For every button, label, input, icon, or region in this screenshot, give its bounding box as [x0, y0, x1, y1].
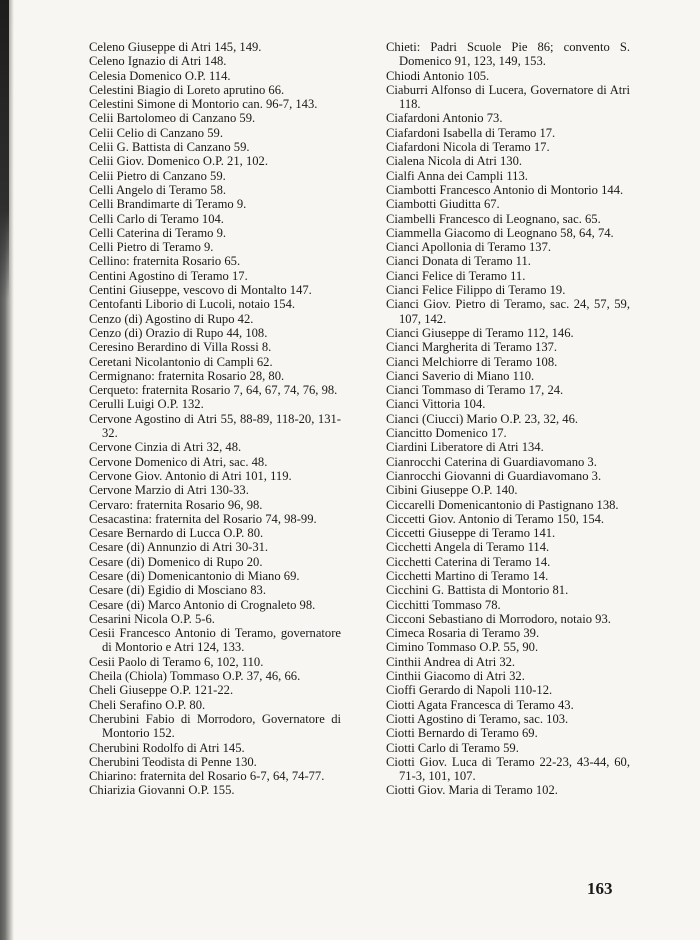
index-entry: Celii Bartolomeo di Canzano 59.	[89, 111, 256, 126]
index-entry: Ciaburri Alfonso di Lucera, Governatore di Atri 118.	[386, 82, 630, 112]
index-entry: Cervone Domenico di Atri, sac. 48.	[89, 454, 268, 469]
index-entry: Celii Pietro di Canzano 59.	[89, 168, 226, 183]
index-entry: Ceretani Nicolantonio di Campli 62.	[89, 354, 273, 369]
index-entry: Celestini Biagio di Loreto aprutino 66.	[89, 82, 285, 97]
index-entry: Celii Giov. Domenico O.P. 21, 102.	[89, 154, 268, 169]
index-entry: Cianci Giuseppe di Teramo 112, 146.	[386, 325, 574, 340]
index-entry: Cellino: fraternita Rosario 65.	[89, 254, 241, 269]
index-entry: Cianci Melchiorre di Teramo 108.	[386, 354, 558, 369]
index-entry: Chiarizia Giovanni O.P. 155.	[89, 783, 235, 798]
index-entry: Celestini Simone di Montorio can. 96-7, 143.	[89, 97, 318, 112]
index-entry: Ciambelli Francesco di Leognano, sac. 65.	[386, 211, 601, 226]
index-entry: Cicchitti Tommaso 78.	[386, 597, 501, 612]
index-entry: Cervone Agostino di Atri 55, 88-89, 118-20, 131-32.	[89, 411, 341, 441]
index-entry: Celli Angelo di Teramo 58.	[89, 182, 227, 197]
index-entry: Cerqueto: fraternita Rosario 7, 64, 67, 74, 76, 98.	[89, 383, 338, 398]
index-entry: Cheila (Chiola) Tommaso O.P. 37, 46, 66.	[89, 669, 301, 684]
index-entry: Ciccetti Giuseppe di Teramo 141.	[386, 526, 556, 541]
index-entry: Cianci Giov. Pietro di Teramo, sac. 24, 57, 59, 107, 142.	[386, 297, 630, 326]
index-entry: Celli Caterina di Teramo 9.	[89, 225, 227, 240]
index-entry: Cesarini Nicola O.P. 5-6.	[89, 611, 215, 626]
index-entry: Celeno Ignazio di Atri 148.	[89, 54, 227, 69]
index-entry: Cianci Apollonia di Teramo 137.	[386, 240, 552, 255]
index-entry: Cianci Margherita di Teramo 137.	[386, 340, 558, 355]
index-entry: Cianci Tommaso di Teramo 17, 24.	[386, 383, 564, 398]
index-entry: Cicchini G. Battista di Montorio 81.	[386, 583, 569, 598]
index-entry: Ciotti Agata Francesca di Teramo 43.	[386, 697, 574, 712]
index-entry: Cianrocchi Giovanni di Guardiavomano 3.	[386, 468, 602, 483]
index-entry: Ciotti Agostino di Teramo, sac. 103.	[386, 711, 569, 726]
index-entry: Cianci Felice Filippo di Teramo 19.	[386, 283, 566, 298]
index-entry: Ceresino Berardino di Villa Rossi 8.	[89, 340, 272, 355]
binding-edge	[0, 0, 9, 300]
index-entry: Cinthii Giacomo di Atri 32.	[386, 669, 525, 684]
index-entry: Cesacastina: fraternita del Rosario 74, 98-99.	[89, 511, 317, 526]
index-entry: Ciambotti Francesco Antonio di Montorio 144.	[386, 182, 624, 197]
index-entry: Cheli Serafino O.P. 80.	[89, 697, 206, 712]
index-entry: Cialfi Anna dei Campli 113.	[386, 168, 528, 183]
index-entry: Ciccarelli Domenicantonio di Pastignano 138.	[386, 497, 619, 512]
index-entry: Ciafardoni Antonio 73.	[386, 111, 503, 126]
index-entry: Centini Giuseppe, vescovo di Montalto 147.	[89, 283, 312, 298]
index-entry: Cioffi Gerardo di Napoli 110-12.	[386, 683, 553, 698]
index-entry: Cenzo (di) Agostino di Rupo 42.	[89, 311, 254, 326]
index-entry: Cherubini Teodista di Penne 130.	[89, 754, 257, 769]
index-entry: Ciotti Giov. Luca di Teramo 22-23, 43-44, 60, 71-3, 101, 107.	[386, 754, 630, 784]
index-entry: Cervone Marzio di Atri 130-33.	[89, 483, 249, 498]
index-entry: Cermignano: fraternita Rosario 28, 80.	[89, 368, 285, 383]
index-column-right	[386, 40, 630, 798]
index-entry: Ciotti Bernardo di Teramo 69.	[386, 726, 538, 741]
index-entry: Celesia Domenico O.P. 114.	[89, 68, 231, 83]
index-entry: Celeno Giuseppe di Atri 145, 149.	[89, 40, 262, 54]
index-entry: Cherubini Fabio di Morrodoro, Governatore di Montorio 152.	[89, 711, 341, 741]
index-entry: Cesii Paolo di Teramo 6, 102, 110.	[89, 654, 264, 669]
index-entry: Cesare (di) Domenico di Rupo 20.	[89, 554, 263, 569]
index-entry: Celii G. Battista di Canzano 59.	[89, 140, 250, 155]
index-entry: Cianci Donata di Teramo 11.	[386, 254, 531, 269]
index-entry: Cicchetti Caterina di Teramo 14.	[386, 554, 551, 569]
index-entry: Cimino Tommaso O.P. 55, 90.	[386, 640, 539, 655]
index-entry: Cheli Giuseppe O.P. 121-22.	[89, 683, 234, 698]
index-entry: Cianrocchi Caterina di Guardiavomano 3.	[386, 454, 597, 469]
index-entry: Ciccetti Giov. Antonio di Teramo 150, 154.	[386, 511, 605, 526]
index-entry: Cenzo (di) Orazio di Rupo 44, 108.	[89, 325, 268, 340]
index-entry: Cesare (di) Annunzio di Atri 30-31.	[89, 540, 269, 555]
index-entry: Cimeca Rosaria di Teramo 39.	[386, 626, 540, 641]
index-entry: Cicchetti Angela di Teramo 114.	[386, 540, 550, 555]
index-entry: Chiarino: fraternita del Rosario 6-7, 64, 74-77.	[89, 769, 325, 784]
index-entry: Cervone Cinzia di Atri 32, 48.	[89, 440, 242, 455]
index-entry: Cianci Felice di Teramo 11.	[386, 268, 526, 283]
index-entry: Ciancitto Domenico 17.	[386, 426, 507, 441]
index-entry: Cesii Francesco Antonio di Teramo, governatore di Montorio e Atri 124, 133.	[89, 626, 341, 655]
index-entry: Cinthii Andrea di Atri 32.	[386, 654, 516, 669]
index-entry: Chieti: Padri Scuole Pie 86; convento S. Domenico 91, 123, 149, 153.	[386, 40, 630, 69]
index-entry: Ciammella Giacomo di Leognano 58, 64, 74.	[386, 225, 614, 240]
index-entry: Cervaro: fraternita Rosario 96, 98.	[89, 497, 263, 512]
index-entry: Celli Carlo di Teramo 104.	[89, 211, 224, 226]
index-column-left	[89, 40, 341, 798]
index-entry: Ciotti Giov. Maria di Teramo 102.	[386, 783, 558, 798]
index-entry: Cervone Giov. Antonio di Atri 101, 119.	[89, 468, 292, 483]
index-entry: Ciafardoni Isabella di Teramo 17.	[386, 125, 556, 140]
index-entry: Ciafardoni Nicola di Teramo 17.	[386, 140, 550, 155]
index-entry: Cesare (di) Marco Antonio di Crognaleto 98.	[89, 597, 316, 612]
index-entry: Ciardini Liberatore di Atri 134.	[386, 440, 544, 455]
index-entry: Ciotti Carlo di Teramo 59.	[386, 740, 519, 755]
index-entry: Ciambotti Giuditta 67.	[386, 197, 500, 212]
index-entry: Cialena Nicola di Atri 130.	[386, 154, 523, 169]
index-entry: Cesare (di) Domenicantonio di Miano 69.	[89, 568, 300, 583]
index-entry: Cherubini Rodolfo di Atri 145.	[89, 740, 245, 755]
index-entry: Celli Brandimarte di Teramo 9.	[89, 197, 247, 212]
index-entry: Cicchetti Martino di Teramo 14.	[386, 568, 549, 583]
index-entry: Cianci Saverio di Miano 110.	[386, 368, 535, 383]
index-entry: Cesare (di) Egidio di Mosciano 83.	[89, 583, 266, 598]
index-entry: Chiodi Antonio 105.	[386, 68, 490, 83]
index-entry: Cicconi Sebastiano di Morrodoro, notaio 93.	[386, 611, 611, 626]
index-entry: Cesare Bernardo di Lucca O.P. 80.	[89, 526, 264, 541]
index-entry: Celli Pietro di Teramo 9.	[89, 240, 214, 255]
index-entry: Cibini Giuseppe O.P. 140.	[386, 483, 518, 498]
index-entry: Cerulli Luigi O.P. 132.	[89, 397, 204, 412]
index-entry: Centofanti Liborio di Lucoli, notaio 154.	[89, 297, 296, 312]
index-entry: Cianci Vittoria 104.	[386, 397, 486, 412]
index-entry: Celii Celio di Canzano 59.	[89, 125, 223, 140]
index-entry: Cianci (Ciucci) Mario O.P. 23, 32, 46.	[386, 411, 579, 426]
index-entry: Centini Agostino di Teramo 17.	[89, 268, 248, 283]
page-number: 163	[587, 879, 613, 898]
